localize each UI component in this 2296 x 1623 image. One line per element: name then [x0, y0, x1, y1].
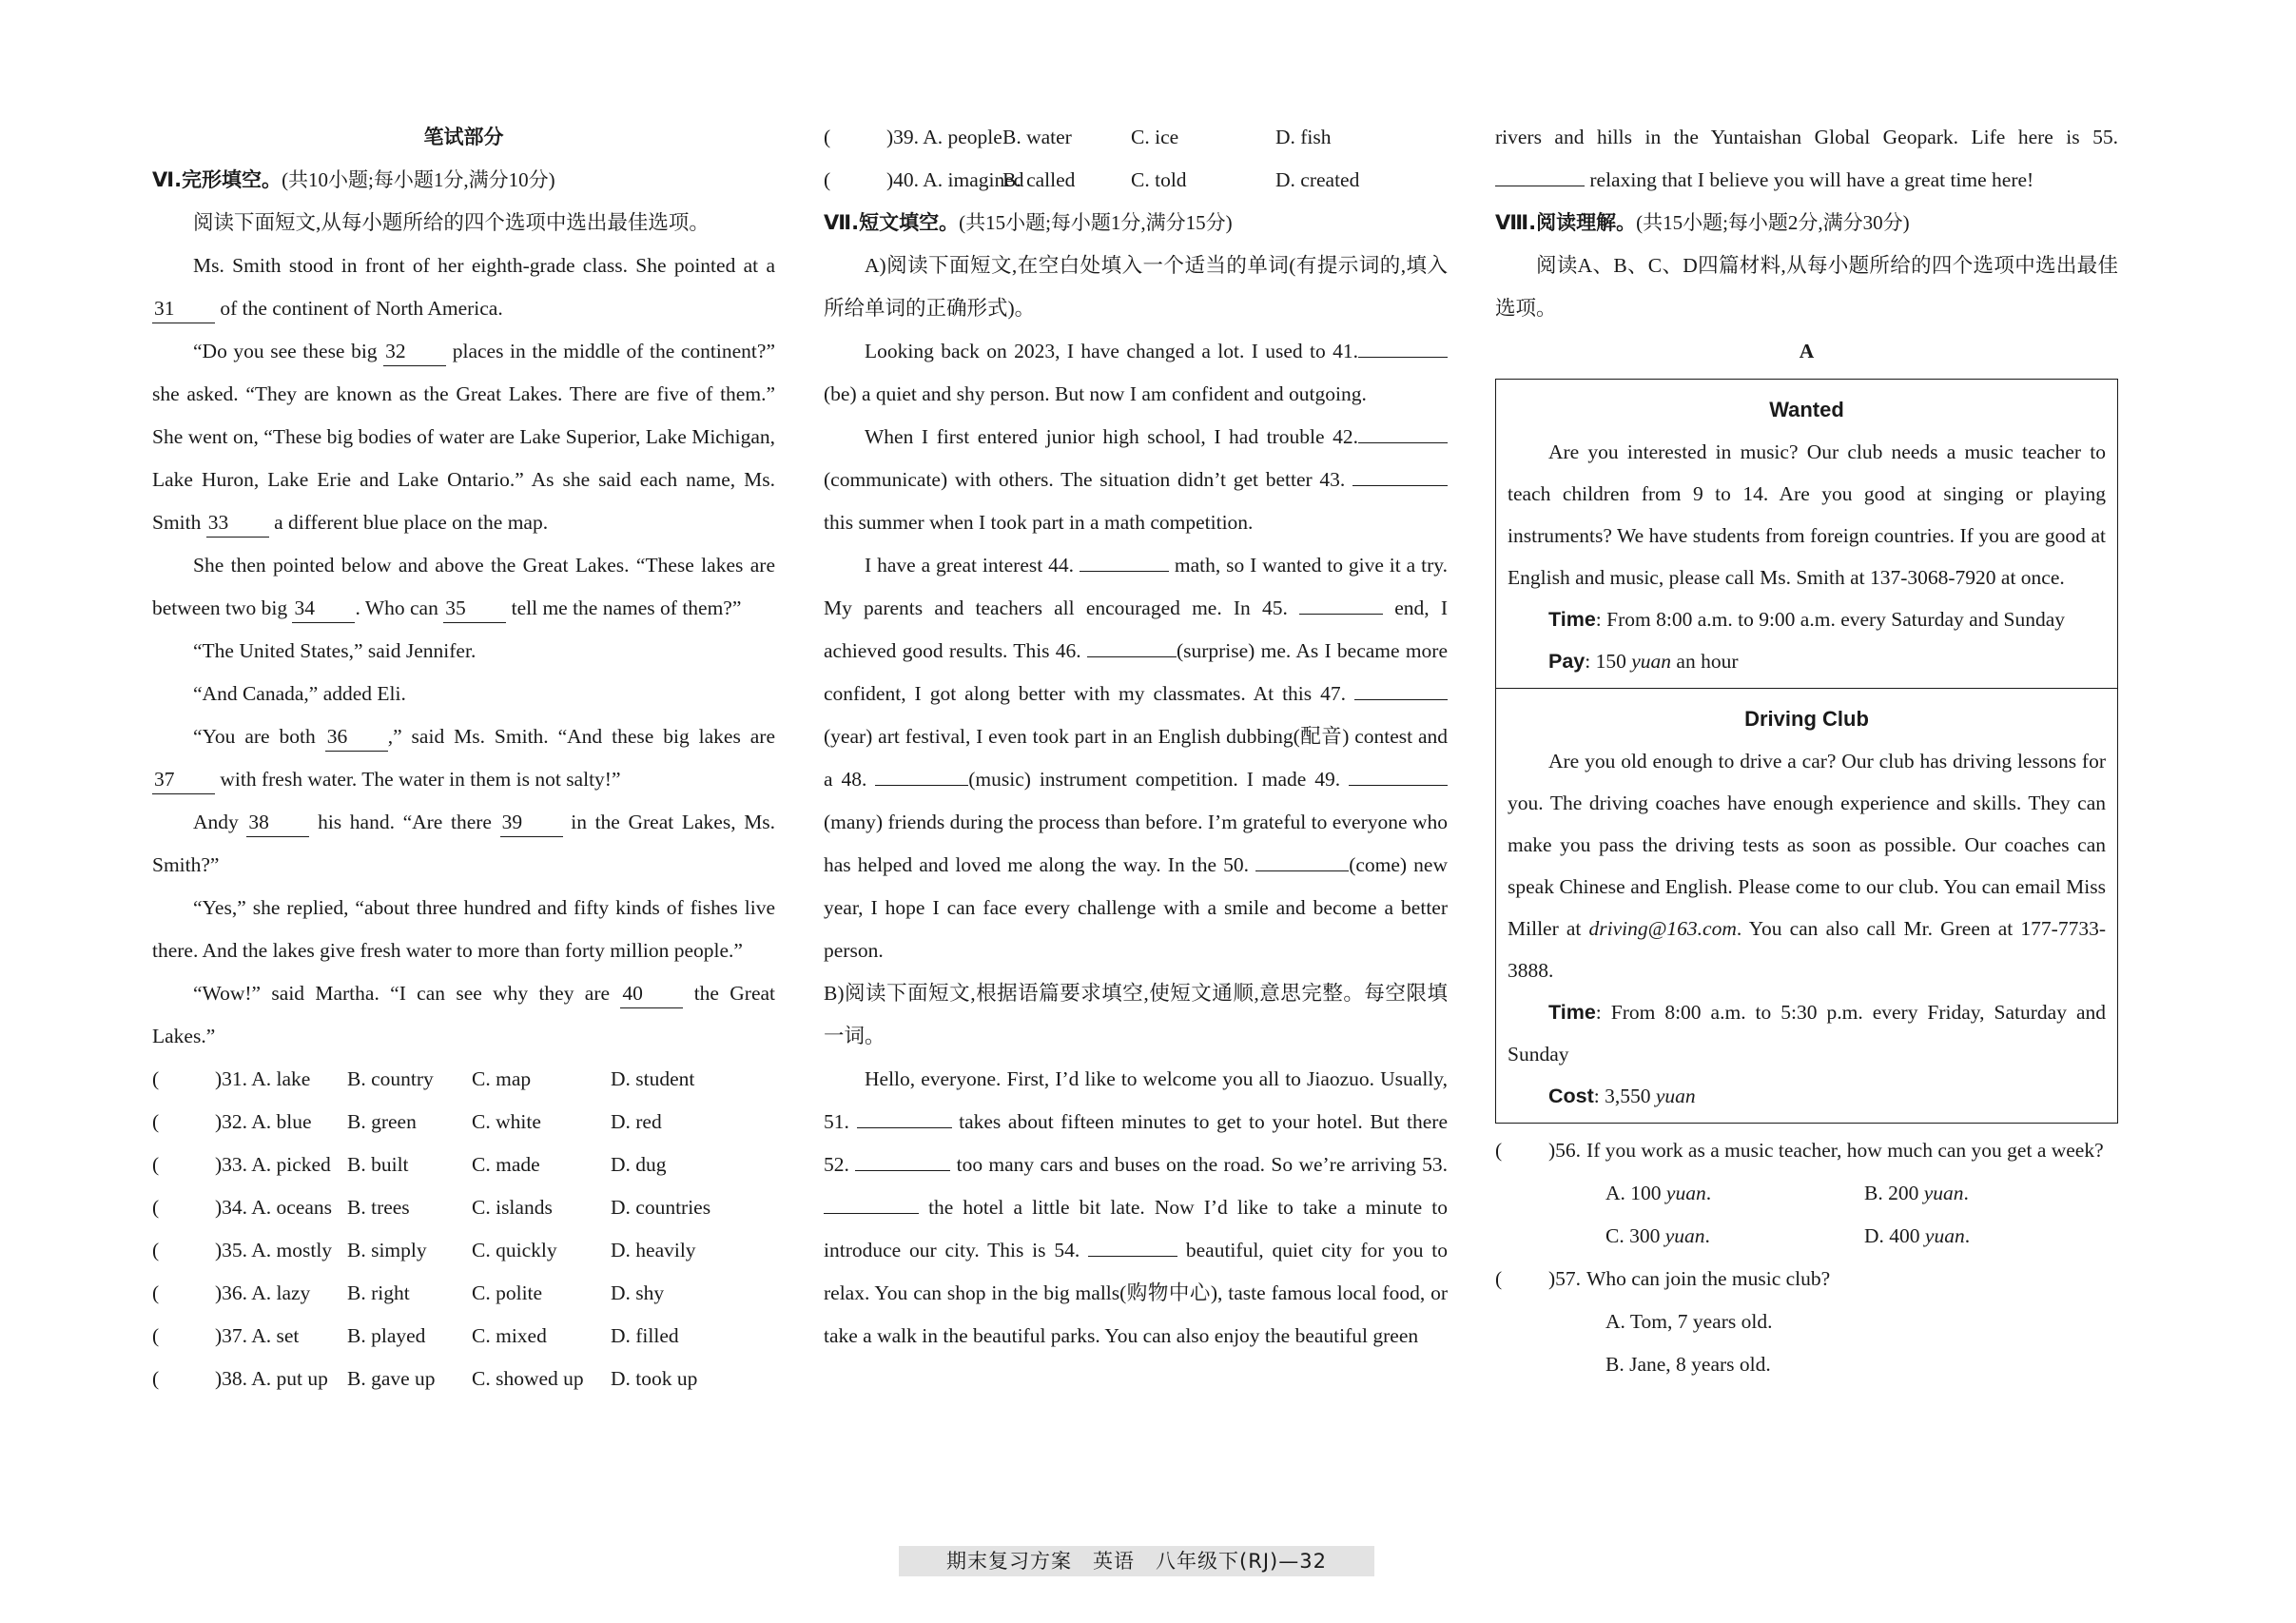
- passage-a-paragraph-3: I have a great interest 44. math, so I wanted to give it a try. My parents and teachers all encouraged me. In 45. end, I achieved good results. This 46. (surprise) me. As I became more confident, I got along better with my classmates. At this 47. (year) art festival, I even took part in an English dubbing(配音) contest and a 48. (music) instrument competition. I made 49. (many) friends during the process than before. I’m grateful to everyone who has helped and loved me along the way. In the 50. (come) new year, I hope I can face every challenge with a smile and become a better person.: [824, 544, 1448, 972]
- choice-a[interactable]: A. 100 yuan.: [1605, 1182, 1712, 1204]
- wanted-title: Wanted: [1769, 398, 1844, 421]
- wanted-time: Time: From 8:00 a.m. to 9:00 a.m. every Saturday and Sunday: [1548, 608, 2066, 631]
- column-1: [152, 116, 775, 1400]
- driving-club-title: Driving Club: [1744, 707, 1869, 731]
- answer-bracket[interactable]: (: [152, 1324, 160, 1347]
- cloze-paragraph-3: She then pointed below and above the Great Lakes. “These lakes are between two big 34 . Who can 35 tell me the names of them?”: [152, 544, 775, 630]
- passage-b-continued: rivers and hills in the Yuntaishan Global Geopark. Life here is 55. relaxing that I believe you will have a great time here!: [1495, 126, 2118, 191]
- blank-54[interactable]: [1088, 1229, 1177, 1257]
- blank-49[interactable]: [1349, 758, 1448, 786]
- reading-part-a-label: A: [1799, 340, 1815, 362]
- cloze-paragraph-2: “Do you see these big 32 places in the middle of the continent?” she asked. “They are known as the Great Lakes. There are five of them.” She went on, “These big bodies of water are Lake Superior, Lake Michigan, Lake Huron, Lake Erie and Lake Ontario.” As she said each name, Ms. Smith 33 a different blue place on the map.: [152, 330, 775, 544]
- option-row-39: ( )39. A. people B. water C. ice D. fish: [824, 116, 1448, 159]
- cloze-paragraph-4: “The United States,” said Jennifer.: [193, 639, 477, 662]
- blank-46[interactable]: [1087, 630, 1177, 657]
- part-b-instruction: B)阅读下面短文,根据语篇要求填空,使短文通顺,意思完整。每空限填一词。: [824, 982, 1448, 1047]
- blank-34: 34: [292, 594, 355, 623]
- ads-box: [1495, 379, 2118, 1124]
- answer-bracket[interactable]: (: [152, 1110, 160, 1133]
- wanted-pay: Pay: 150 yuan an hour: [1548, 650, 1739, 673]
- blank-51[interactable]: [857, 1101, 952, 1128]
- option-row-37: ( )37. A. set B. played C. mixed D. filled: [152, 1315, 775, 1358]
- blank-48[interactable]: [875, 758, 968, 786]
- blank-33: 33: [206, 508, 269, 538]
- page-footer: 期末复习方案 英语 八年级下(RJ)—32: [899, 1546, 1374, 1576]
- blank-52[interactable]: [855, 1144, 950, 1171]
- question-57-choice-b[interactable]: B. Jane, 8 years old.: [1605, 1353, 1771, 1376]
- option-row-40: ( )40. A. imagined B. called C. told D. created: [824, 159, 1448, 202]
- blank-45[interactable]: [1299, 587, 1383, 615]
- answer-bracket[interactable]: (: [824, 168, 831, 191]
- blank-55[interactable]: [1495, 159, 1585, 186]
- option-row-33: ( )33. A. picked B. built C. made D. dug: [152, 1144, 775, 1186]
- answer-bracket[interactable]: (: [1495, 1267, 1503, 1290]
- driving-club-cost: Cost: 3,550 yuan: [1548, 1085, 1696, 1107]
- email-address: driving@163.com: [1588, 917, 1737, 940]
- blank-39: 39: [500, 808, 563, 837]
- cloze-paragraph-7: Andy 38 his hand. “Are there 39 in the Great Lakes, Ms. Smith?”: [152, 801, 775, 887]
- answer-bracket[interactable]: (: [1495, 1139, 1503, 1162]
- answer-bracket[interactable]: (: [152, 1067, 160, 1090]
- choice-c[interactable]: C. 300 yuan.: [1605, 1224, 1710, 1247]
- option-row-35: ( )35. A. mostly B. simply C. quickly D. heavily: [152, 1229, 775, 1272]
- blank-42[interactable]: [1358, 416, 1448, 443]
- option-row-36: ( )36. A. lazy B. right C. polite D. shy: [152, 1272, 775, 1315]
- cloze-paragraph-9: “Wow!” said Martha. “I can see why they are 40 the Great Lakes.”: [152, 972, 775, 1058]
- choice-d[interactable]: D. 400 yuan.: [1864, 1224, 1971, 1247]
- question-57-choice-a[interactable]: A. Tom, 7 years old.: [1605, 1310, 1773, 1333]
- blank-43[interactable]: [1352, 459, 1448, 486]
- cloze-paragraph-5: “And Canada,” added Eli.: [193, 682, 406, 705]
- section-6-instruction: 阅读下面短文,从每小题所给的四个选项中选出最佳选项。: [193, 211, 710, 234]
- answer-bracket[interactable]: (: [152, 1196, 160, 1219]
- answer-bracket[interactable]: (: [152, 1153, 160, 1176]
- paper-section-title: 笔试部分: [423, 126, 504, 148]
- answer-bracket[interactable]: (: [152, 1367, 160, 1390]
- blank-31: 31: [152, 294, 215, 323]
- blank-47[interactable]: [1354, 673, 1448, 700]
- column-3: [1495, 116, 2118, 1386]
- question-56-choices: [1495, 1172, 2118, 1258]
- blank-37: 37: [152, 765, 215, 794]
- blank-40: 40: [620, 979, 683, 1008]
- passage-b-paragraph: Hello, everyone. First, I’d like to welcome you all to Jiaozuo. Usually, 51. takes about fifteen minutes to get to your hotel. But there 52. too many cars and buses on the road. So we’re arriving 53. the hotel a little bit late. Now I’d like to take a minute to introduce our city. This is 54. beautiful, quiet city for you to relax. You can shop in the big malls(购物中心), taste famous local food, or take a walk in the beautiful parks. You can also enjoy the beautiful green: [824, 1067, 1449, 1347]
- blank-53[interactable]: [824, 1186, 919, 1214]
- cloze-options: [152, 1058, 775, 1400]
- blank-50[interactable]: [1255, 844, 1349, 871]
- question-56: ( )56. If you work as a music teacher, how much can you get a week? A. 100 yuan. B. 200 yuan. C. 300 yuan. D. 400 yuan.: [1495, 1129, 2118, 1258]
- blank-35: 35: [443, 594, 506, 623]
- choice-b[interactable]: B. 200 yuan.: [1864, 1182, 1969, 1204]
- section-6-heading: Ⅵ.完形填空。(共10小题;每小题1分,满分10分): [152, 168, 555, 191]
- blank-44[interactable]: [1080, 544, 1169, 572]
- answer-bracket[interactable]: (: [152, 1281, 160, 1304]
- option-row-32: ( )32. A. blue B. green C. white D. red: [152, 1101, 775, 1144]
- blank-32: 32: [383, 337, 446, 366]
- option-row-38: ( )38. A. put up B. gave up C. showed up D. took up: [152, 1358, 775, 1400]
- driving-club-ad: [1496, 688, 2117, 1123]
- wanted-ad: [1496, 380, 2117, 688]
- answer-bracket[interactable]: (: [824, 126, 831, 148]
- blank-41[interactable]: [1358, 330, 1448, 358]
- section-8-heading: Ⅷ.阅读理解。(共15小题;每小题2分,满分30分): [1495, 211, 1910, 234]
- cloze-paragraph-8: “Yes,” she replied, “about three hundred and fifty kinds of fishes live there. And the lakes give fresh water to more than forty million people.”: [152, 896, 775, 962]
- driving-club-time: Time: From 8:00 a.m. to 5:30 p.m. every Friday, Saturday and Sunday: [1508, 1001, 2106, 1066]
- option-row-34: ( )34. A. oceans B. trees C. islands D. countries: [152, 1186, 775, 1229]
- section-8-instruction: 阅读A、B、C、D四篇材料,从每小题所给的四个选项中选出最佳选项。: [1495, 254, 2118, 320]
- wanted-body: Are you interested in music? Our club needs a music teacher to teach children from 9 to 14. Are you good at singing or playing instruments? We have students from foreign countries. If you are good at English and music, please call Ms. Smith at 137-3068-7920 at once.: [1508, 440, 2106, 589]
- passage-a-paragraph-2: When I first entered junior high school, I had trouble 42.(communicate) with others. The situation didn’t get better 43. this summer when I took part in a math competition.: [824, 416, 1448, 544]
- answer-bracket[interactable]: (: [152, 1239, 160, 1261]
- cloze-paragraph-6: “You are both 36 ,” said Ms. Smith. “And these big lakes are 37 with fresh water. The water in them is not salty!”: [152, 715, 775, 801]
- option-row-31: ( )31. A. lake B. country C. map D. student: [152, 1058, 775, 1101]
- blank-36: 36: [325, 722, 388, 752]
- blank-38: 38: [246, 808, 309, 837]
- part-a-instruction: A)阅读下面短文,在空白处填入一个适当的单词(有提示词的,填入所给单词的正确形式)。: [824, 254, 1448, 320]
- column-2: [824, 116, 1448, 1358]
- driving-club-body: Are you old enough to drive a car? Our club has driving lessons for you. The driving coaches have enough experience and skills. They can make you pass the driving tests as soon as possible. Our coaches can speak Chinese and English. Please come to our club. You can email Miss Miller at driving@163.com. You can also call Mr. Green at 177-7733-3888.: [1508, 750, 2106, 982]
- cloze-paragraph-1: Ms. Smith stood in front of her eighth-grade class. She pointed at a 31 of the continent of North America.: [152, 244, 775, 330]
- section-7-heading: Ⅶ.短文填空。(共15小题;每小题1分,满分15分): [824, 211, 1233, 234]
- question-57: ( )57. Who can join the music club? A. Tom, 7 years old. B. Jane, 8 years old.: [1495, 1258, 2118, 1386]
- passage-a-paragraph-1: Looking back on 2023, I have changed a lot. I used to 41.(be) a quiet and shy person. But now I am confident and outgoing.: [824, 330, 1448, 416]
